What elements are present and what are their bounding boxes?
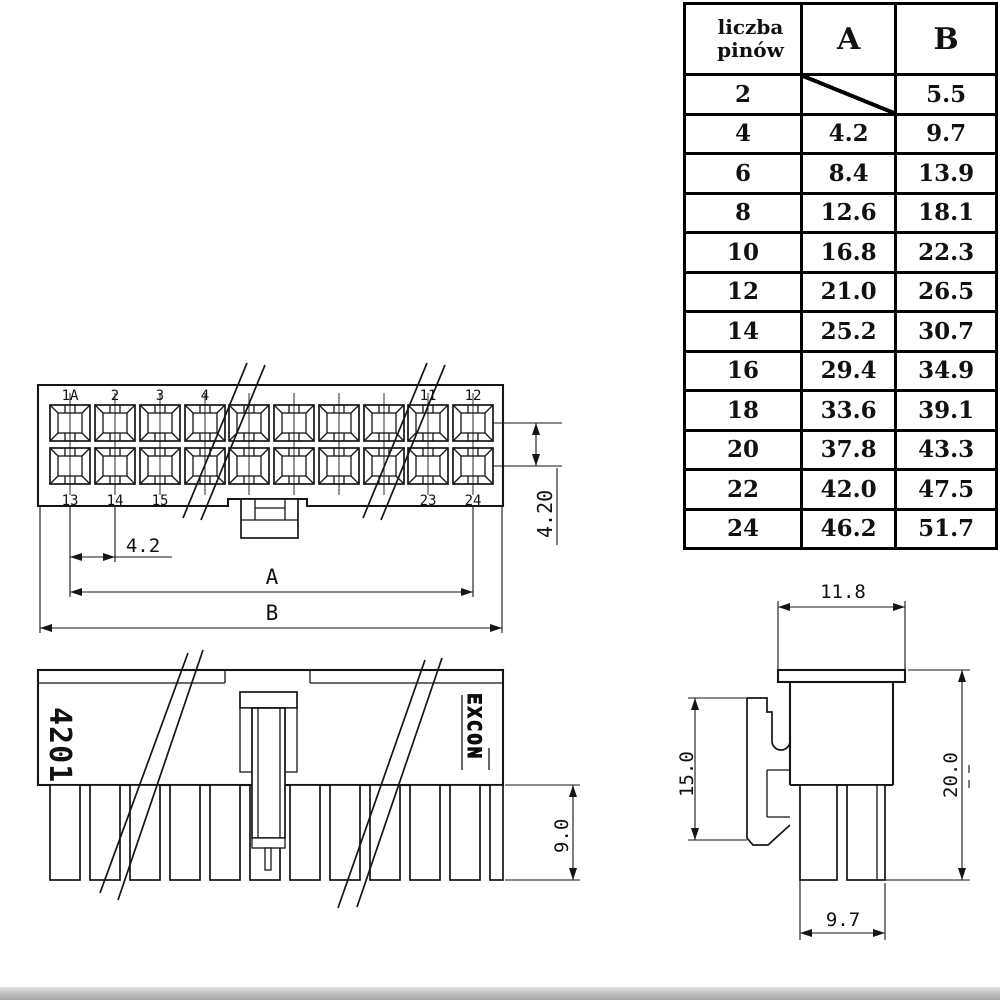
table-row — [685, 233, 997, 273]
dim-a-cell: 12.6 — [801, 193, 895, 233]
dim-a-cell: 16.8 — [801, 233, 895, 273]
pin-count-cell: 22 — [685, 470, 802, 510]
table-row — [685, 154, 997, 194]
pin-count-cell: 10 — [685, 233, 802, 273]
table-row — [685, 391, 997, 431]
pin-label: 11 — [419, 388, 437, 404]
table-row — [685, 470, 997, 510]
table-row — [685, 75, 997, 115]
pin-count-cell: 20 — [685, 430, 802, 470]
dim-a: A — [265, 565, 279, 589]
pin-count-cell: 8 — [685, 193, 802, 233]
pin-label: 15 — [151, 493, 169, 509]
dim-a-cell: 33.6 — [801, 391, 895, 431]
elevation-view-drawing — [0, 640, 680, 930]
dim-latch-height: 15.0 — [676, 751, 698, 797]
brand-logo-text: EXCON — [463, 693, 485, 761]
dim-b-cell: 26.5 — [896, 272, 997, 312]
pin-count-cell: 18 — [685, 391, 802, 431]
dim-b-cell: 22.3 — [896, 233, 997, 273]
pin-count-cell: 6 — [685, 154, 802, 194]
dim-row-pitch: 4.20 — [533, 489, 557, 538]
table-row — [685, 312, 997, 352]
dim-b-cell: 5.5 — [896, 75, 997, 115]
dimension-table — [683, 2, 998, 550]
dim-bottom-width: 9.7 — [825, 909, 861, 931]
pin-count-cell: 24 — [685, 509, 802, 549]
not-applicable-slash — [803, 76, 894, 113]
brand-logo — [462, 693, 489, 770]
dim-b: B — [265, 601, 279, 625]
pin-label: 1A — [61, 388, 79, 404]
pin-label: 3 — [155, 388, 165, 404]
pin-label: 13 — [61, 493, 79, 509]
header-dim-b: B — [896, 4, 997, 75]
dim-b-cell: 13.9 — [896, 154, 997, 194]
pin-count-cell: 4 — [685, 114, 802, 154]
table-row — [685, 351, 997, 391]
dim-a-cell — [801, 75, 895, 115]
table-row — [685, 272, 997, 312]
dim-b-cell: 43.3 — [896, 430, 997, 470]
dim-a-cell: 25.2 — [801, 312, 895, 352]
header-pin-count-line2: pinów — [717, 38, 784, 62]
part-number: 4201 — [42, 707, 77, 784]
front-view-drawing — [0, 355, 680, 650]
pin-count-cell: 16 — [685, 351, 802, 391]
dim-b-cell: 47.5 — [896, 470, 997, 510]
pin-label: 4 — [200, 388, 210, 404]
dim-b-cell: 30.7 — [896, 312, 997, 352]
table-header-row — [685, 4, 997, 75]
latch-arm-side-view — [747, 698, 790, 845]
dim-b-cell: 39.1 — [896, 391, 997, 431]
pin-label: 23 — [419, 493, 437, 509]
pin-label: 2 — [110, 388, 120, 404]
dim-a-cell: 8.4 — [801, 154, 895, 194]
dim-top-width: 11.8 — [820, 581, 866, 603]
dim-b-cell: 9.7 — [896, 114, 997, 154]
pin-label: 24 — [464, 493, 482, 509]
dim-b-cell: 18.1 — [896, 193, 997, 233]
pin-count-cell: 12 — [685, 272, 802, 312]
dim-a-cell: 29.4 — [801, 351, 895, 391]
dim-b-cell: 51.7 — [896, 509, 997, 549]
dim-total-height: 20.0 — [940, 752, 962, 798]
dim-a-cell: 42.0 — [801, 470, 895, 510]
pin-count-cell: 14 — [685, 312, 802, 352]
dim-a-cell: 46.2 — [801, 509, 895, 549]
dim-a-cell: 37.8 — [801, 430, 895, 470]
pin-label: 12 — [464, 388, 482, 404]
side-view-drawing — [660, 565, 1000, 1000]
table-row — [685, 509, 997, 549]
bottom-edge-strip — [0, 987, 1000, 1000]
header-pin-count-line1: liczba — [717, 15, 784, 39]
dim-pin-height: 9.0 — [551, 818, 573, 853]
table-row — [685, 114, 997, 154]
dim-a-cell: 21.0 — [801, 272, 895, 312]
dim-pitch: 4.2 — [125, 535, 161, 557]
dim-b-cell: 34.9 — [896, 351, 997, 391]
header-pin-count — [685, 4, 802, 75]
table-row — [685, 430, 997, 470]
dim-a-cell: 4.2 — [801, 114, 895, 154]
pin-label: 14 — [106, 493, 124, 509]
pin-count-cell: 2 — [685, 75, 802, 115]
header-dim-a: A — [801, 4, 895, 75]
table-row — [685, 193, 997, 233]
